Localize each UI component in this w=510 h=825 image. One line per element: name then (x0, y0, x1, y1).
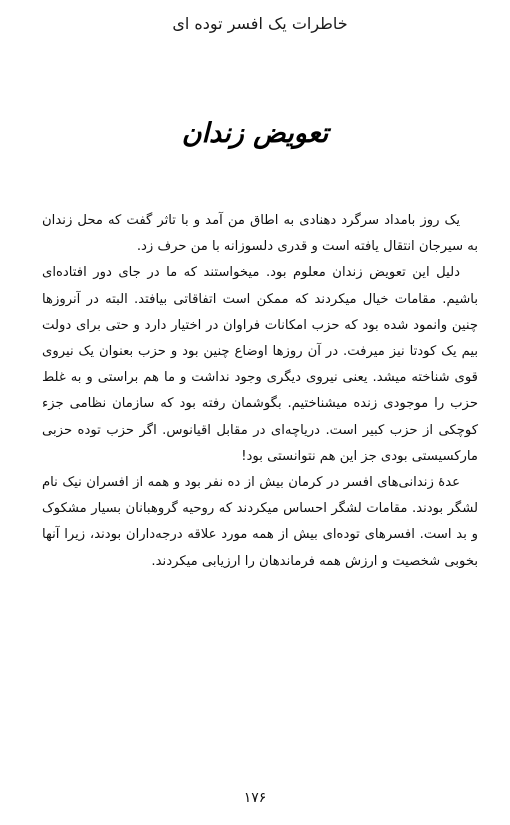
paragraph: دلیل این تعویض زندان معلوم بود. میخواستند که ما در جای دور افتاده‌ای باشیم. مقامات خیال میکردند که ممکن است اتفاقاتی بیافتد. البته در آنروزها چنین وانمود شده بود که حزب امکانات فراوان در اختیار دارد و حتی برای دولت بیم یک کودتا نیز میرفت. در آن روزها اوضاع چنین بود و حزب بعنوان یک نیروی قوی شناخته میشد. یعنی نیروی دیگری وجود نداشت و ما هم براستی و به غلط حزب را موجودی زنده میشناختیم. بگوشمان رفته بود که سازمان نظامی جزء کوچکی از حزب کبیر است. دریاچه‌ای در مقابل اقیانوس. اگر حزب توده حزبی مارکسیستی بودی جز این هم نتوانستی بود! (42, 265, 478, 464)
body-text (42, 208, 478, 575)
paragraph: یک روز بامداد سرگرد دهنادی به اطاق من آمد و با تاثر گفت که محل زندان به سیرجان انتقال یافته است و قدری دلسوزانه با من حرف زد. (42, 213, 478, 255)
running-header: خاطرات یک افسر توده ای (172, 14, 348, 33)
paragraph: عدهٔ زندانی‌های افسر در کرمان بیش از ده نفر بود و همه از افسران نیک نام لشگر بودند. مقامات لشگر احساس میکردند که روحیه گروهبانان بسیار مشکوک و بد است. افسرهای توده‌ای بیش از همه مورد علاقه درجه‌داران بودند، زیرا آنها بخوبی شخصیت و ارزش همه فرماندهان را ارزیابی میکردند. (42, 475, 478, 569)
chapter-title: تعویض زندان (181, 118, 329, 149)
page-number: ۱۷۶ (243, 790, 267, 806)
